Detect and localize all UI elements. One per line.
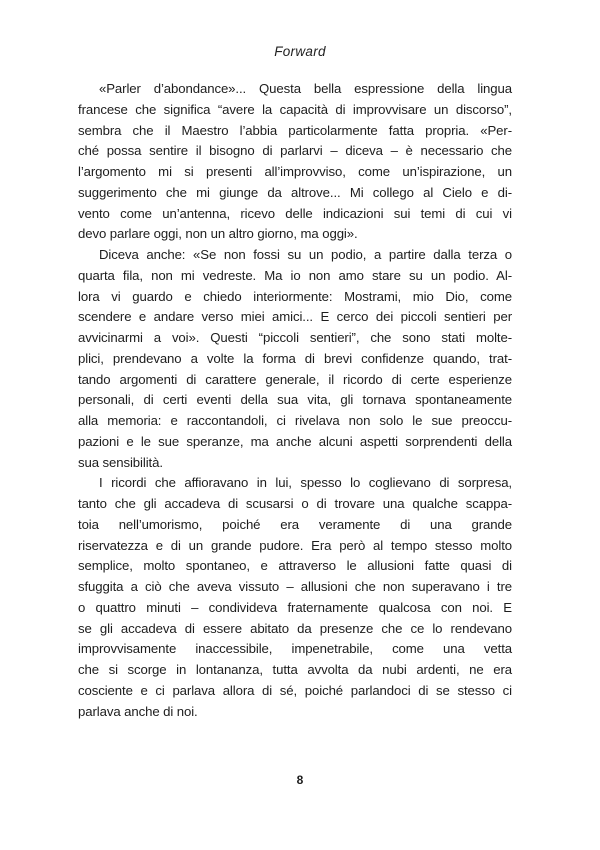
- text-line: improvvisamente inaccessibile, impenetrabile, come una vetta: [78, 641, 512, 657]
- text-line: personali, di certi eventi della sua vita, gli tornava spontaneamente: [78, 392, 512, 408]
- text-line: sembra che il Maestro l’abbia particolarmente fatta propria. «Per-: [78, 122, 512, 138]
- text-line: tanto che gli accadeva di scusarsi o di trovare una qualche scappa-: [78, 496, 512, 511]
- text-line: lora vi guardo e chiedo interiormente: Mostrami, mio Dio, come: [78, 288, 512, 304]
- paragraph: [78, 245, 512, 473]
- paragraph: [78, 473, 512, 722]
- text-line: scendere e andare verso miei amici... E cerco dei piccoli sentieri per: [78, 309, 512, 325]
- text-line: francese che significa “avere la capacità di improvvisare un discorso”,: [78, 101, 512, 117]
- text-line: «Parler d’abondance»... Questa bella espressione della lingua: [99, 81, 512, 96]
- text-line: o quattro minuti – condivideva fraternamente qualcosa con noi. E: [78, 599, 512, 615]
- text-line: se gli accadeva di essere abitato da presenze che ce lo rendevano: [78, 620, 512, 636]
- text-line: devo parlare oggi, non un altro giorno, ma oggi».: [78, 226, 358, 242]
- text-line: avvicinarmi a voi». Questi “piccoli sentieri”, che sono stati molte-: [78, 330, 512, 345]
- text-line: pazioni e le sue speranze, ma anche alcuni aspetti sorprendenti della: [78, 433, 512, 449]
- text-line: tando argomenti di carattere generale, il ricordo di certe esperienze: [78, 371, 512, 387]
- text-line: cosciente e ci parlava allora di sé, poiché parlandoci di se stesso ci: [78, 682, 512, 698]
- text-line: quarta fila, non mi vedreste. Ma io non amo stare su un podio. Al-: [78, 267, 512, 283]
- text-line: l’argomento mi si presenti all’improvviso, come un’ispirazione, un: [78, 164, 512, 179]
- text-line: sua sensibilità.: [78, 454, 163, 470]
- text-line: Diceva anche: «Se non fossi su un podio, a partire dalla terza o: [99, 247, 512, 262]
- text-line: suggerimento che mi giunge da altrove... Mi collego al Cielo e di-: [78, 184, 512, 200]
- text-line: vento come un’antenna, ricevo delle indicazioni sui temi di cui vi: [78, 205, 512, 221]
- text-line: semplice, molto spontaneo, e attraverso le allusioni fatte quasi di: [78, 558, 512, 574]
- paragraph: [78, 79, 512, 245]
- running-header: Forward: [274, 44, 326, 59]
- text-line: plici, prendevano a volte la forma di brevi confidenze quando, trat-: [78, 350, 512, 366]
- text-line: riservatezza e di un grande pudore. Era però al tempo stesso molto: [78, 537, 512, 553]
- text-line: che si scorge in lontananza, tutta avvolta da nubi ardenti, ne era: [78, 662, 512, 677]
- page-number: 8: [296, 773, 304, 787]
- text-line: parlava anche di noi.: [78, 703, 198, 719]
- text-line: toia nell’umorismo, poiché era veramente di una grande: [78, 516, 512, 532]
- text-line: ché possa sentire il bisogno di parlarvi – diceva – è necessario che: [78, 143, 512, 159]
- page-body: [78, 79, 512, 722]
- text-line: alla memoria: e raccontandoli, ci rivelava non solo le sue preoccu-: [78, 413, 512, 428]
- text-line: sfuggita a ciò che aveva vissuto – allusioni che non superavano i tre: [78, 579, 512, 594]
- text-line: I ricordi che affioravano in lui, spesso lo coglievano di sorpresa,: [99, 475, 512, 491]
